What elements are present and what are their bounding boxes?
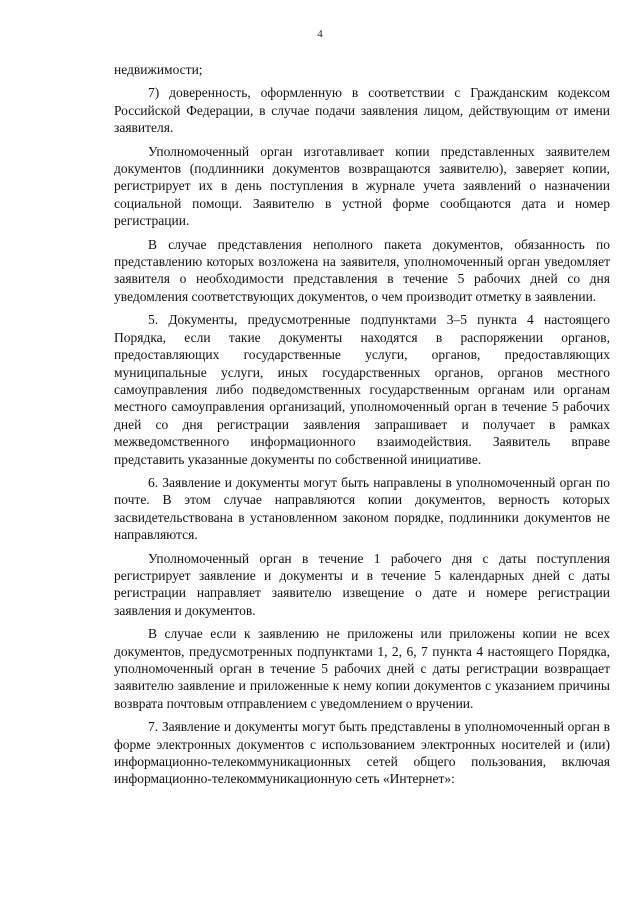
- paragraph-incomplete-package: В случае представления неполного пакета документов, обязанность по представлению которых возложена на заявителя, уполномоченный орган уведомляет заявителя о необходимости представления в течение 5 рабочих дней со дня уведомления соответствующих документов, о чем производит отметку в заявлении.: [114, 236, 610, 304]
- paragraph-return-documents: В случае если к заявлению не приложены или приложены копии не всех документов, предусмотренных подпунктами 1, 2, 6, 7 пункта 4 настоящего Порядка, уполномоченный орган в течение 5 рабочих дней с даты регистрации возвращает заявителю заявление и приложенные к нему копии документов с указанием причины возврата почтовым отправлением с уведомлением о вручении.: [114, 626, 610, 711]
- paragraph-item-7-electronic: 7. Заявление и документы могут быть представлены в уполномоченный орган в форме электронных документов с использованием электронных носителей и (или) информационно-телекоммуникационных сетей общего пользования, включая информационно-телекоммуникационную сеть «Интернет»:: [114, 719, 610, 787]
- paragraph-item-5-interagency: 5. Документы, предусмотренные подпунктами 3–5 пункта 4 настоящего Порядка, если такие документы находятся в распоряжении органов, предоставляющих государственные услуги, органов, предоставляющих муниципальные услуги, иных государственных органов, органов местного самоуправления либо подведомственных государственным органам или органам местного самоуправления организаций, уполномоченный орган в течение 5 рабочих дней со дня регистрации заявления запрашивает и получает в рамках межведомственного информационного взаимодействия. Заявитель вправе представить указанные документы по собственной инициативе.: [114, 312, 610, 467]
- paragraph-item-6-by-mail: 6. Заявление и документы могут быть направлены в уполномоченный орган по почте. В этом случае направляются копии документов, верность которых засвидетельствована в установленном законом порядке, подлинники документов не направляются.: [114, 474, 610, 543]
- paragraph-mail-registration: Уполномоченный орган в течение 1 рабочего дня с даты поступления регистрирует заявление и документы и в течение 5 календарных дней с даты регистрации направляет заявителю извещение о дате и номере регистрации заявления и документов.: [114, 550, 610, 618]
- paragraph-item-7-power-of-attorney: 7) доверенность, оформленную в соответствии с Гражданским кодексом Российской Федерации, в случае подачи заявления лицом, действующим от имени заявителя.: [114, 85, 610, 136]
- document-body: [114, 61, 610, 794]
- page-number: 4: [317, 28, 323, 40]
- paragraph-continuation: недвижимости;: [114, 62, 203, 77]
- paragraph-copies-registration: Уполномоченный орган изготавливает копии представленных заявителем документов (подлинники документов возвращаются заявителю), заверяет копии, регистрирует их в день поступления в журнале учета заявлений о назначении социальной помощи. Заявителю в устной форме сообщаются дата и номер регистрации.: [114, 143, 610, 229]
